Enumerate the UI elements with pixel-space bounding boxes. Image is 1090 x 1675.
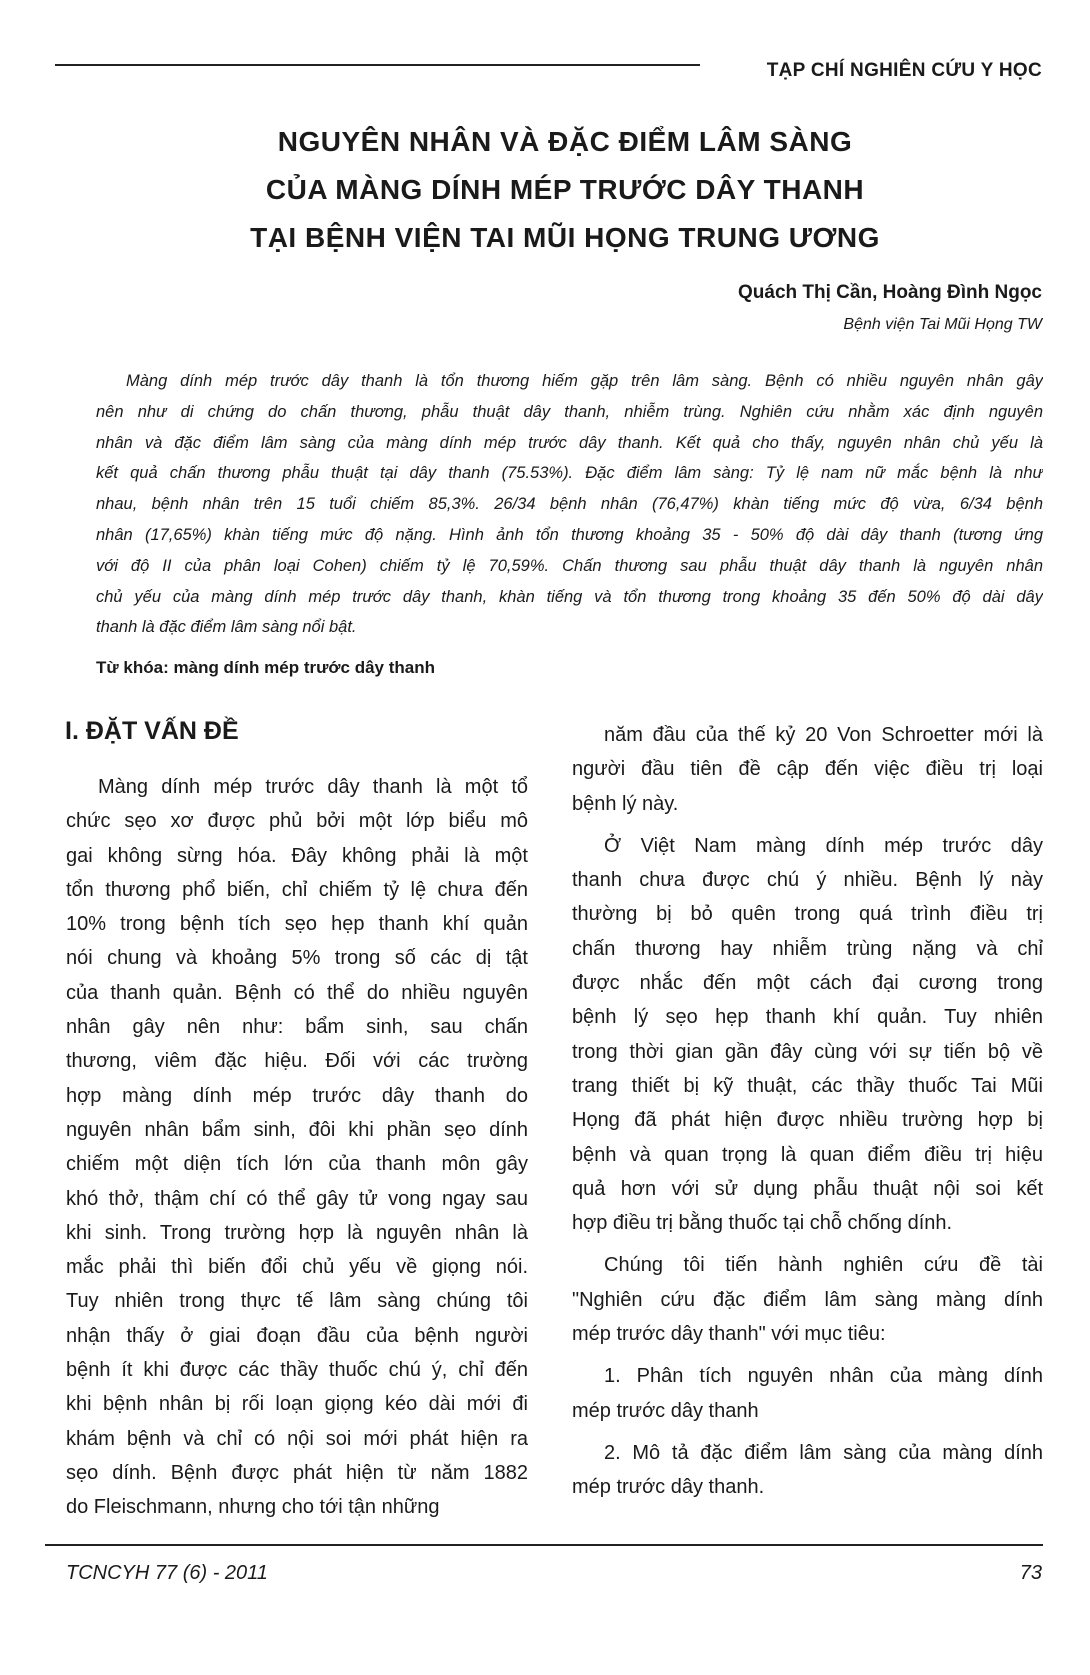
paragraph (66, 770, 528, 1525)
text-line: chiếm một diện tích lớn của thanh môn gây (66, 1153, 528, 1176)
article-title (0, 118, 1090, 262)
text-line: quả hơn với sử dụng phẫu thuật nội soi kết (572, 1177, 1043, 1200)
text-line: năm đầu của thế kỷ 20 Von Schroetter mới là (604, 724, 1043, 746)
text-line: khi bệnh nhân bị rối loạn giọng kéo dài mới đi (66, 1393, 528, 1416)
text-line: Họng đã phát hiện được nhiều trường hợp bị (572, 1109, 1043, 1132)
text-line: với độ II của phân loại Cohen) chiếm tỷ lệ 70,59%. Chấn thương sau phẫu thuật dây thanh là nguyên nhân (96, 556, 1043, 575)
text-line: sẹo dính. Bệnh được phát hiện từ năm 1882 (66, 1461, 528, 1484)
text-line: bệnh ít khi được các thầy thuốc chú ý, chỉ đến (66, 1359, 528, 1382)
text-line: bệnh lý này. (572, 792, 679, 815)
text-line: người đầu tiên đề cập đến việc điều trị loại (572, 758, 1043, 781)
text-line: thương, viêm đặc hiệu. Đối với các trường (66, 1050, 528, 1073)
paragraph (572, 718, 1043, 821)
text-line: nói chung và khoảng 5% trong số các dị tật (66, 947, 528, 970)
text-line: 2. Mô tả đặc điểm lâm sàng của màng dính (604, 1441, 1043, 1464)
text-line: thanh là đặc điểm lâm sàng nổi bật. (96, 618, 357, 637)
title-line: NGUYÊN NHÂN VÀ ĐẶC ĐIỂM LÂM SÀNG (277, 126, 853, 157)
paragraph (572, 1436, 1043, 1505)
text-line: của thanh quản. Bệnh có thể do nhiều nguyên (66, 981, 528, 1004)
text-line: chủ yếu của màng dính mép trước dây thanh, khàn tiếng và tổn thương trong khoảng 35 đến 50% độ dài dây (96, 587, 1043, 606)
text-line: nhau, bệnh nhân trên 15 tuổi chiếm 85,3%. 26/34 bệnh nhân (76,47%) khàn tiếng mức độ vừa, 6/34 bệnh (96, 495, 1043, 514)
text-line: Tuy nhiên trong thực tế lâm sàng chúng tôi (66, 1290, 528, 1313)
paragraph (572, 1248, 1043, 1351)
text-line: nên như di chứng do chấn thương, phẫu thuật dây thanh, nhiễm trùng. Nghiên cứu nhằm xác định nguyên (96, 402, 1043, 421)
text-line: khi sinh. Trong trường hợp là nguyên nhân là (66, 1221, 528, 1244)
authors: Quách Thị Cần, Hoàng Đình Ngọc (738, 282, 1042, 303)
right-column (572, 718, 1043, 1513)
abstract (96, 366, 1043, 643)
header-rule (55, 64, 700, 66)
text-line: 1. Phân tích nguyên nhân của màng dính (604, 1365, 1043, 1388)
text-line: Chúng tôi tiến hành nghiên cứu đề tài (604, 1254, 1043, 1277)
text-line: được nhắc đến một cách đại cương trong (572, 972, 1043, 995)
text-line: khó thở, thậm chí có thể gây tử vong ngay sau (66, 1187, 528, 1210)
text-line: khám bệnh và chỉ có nội soi mới phát hiện ra (66, 1427, 528, 1450)
text-line: nguyên nhân bẩm sinh, đôi khi phần sẹo dính (66, 1118, 528, 1141)
footer-citation: TCNCYH 77 (6) - 2011 (66, 1562, 268, 1584)
title-line: CỦA MÀNG DÍNH MÉP TRƯỚC DÂY THANH (265, 174, 865, 205)
text-line: thanh chưa được chú ý nhiều. Bệnh lý này (572, 869, 1043, 892)
text-line: trong thời gian gần đây cùng với sự tiến bộ về (572, 1040, 1043, 1063)
section-heading: I. ĐẶT VẤN ĐỀ (65, 717, 239, 745)
text-line: nhân (17,65%) khàn tiếng mức độ nặng. Hình ảnh tổn thương khoảng 35 - 50% độ dài dây thanh (tương ứng (96, 525, 1043, 544)
text-line: kết quả chấn thương phẫu thuật tại dây thanh (75.53%). Đặc điểm lâm sàng: Tỷ lệ nam nữ mắc bệnh là như (96, 464, 1043, 483)
affiliation: Bệnh viện Tai Mũi Họng TW (843, 316, 1042, 333)
text-line: Màng dính mép trước dây thanh là một tổ (98, 776, 528, 798)
paragraph (572, 1359, 1043, 1428)
text-line: mép trước dây thanh" với mục tiêu: (572, 1323, 886, 1346)
title-line: TẠI BỆNH VIỆN TAI MŨI HỌNG TRUNG ƯƠNG (250, 222, 880, 253)
text-line: chức sẹo xơ được phủ bởi một lớp biểu mô (66, 810, 528, 833)
text-line: "Nghiên cứu đặc điểm lâm sàng màng dính (572, 1288, 1043, 1311)
text-line: Màng dính mép trước dây thanh là tổn thương hiếm gặp trên lâm sàng. Bệnh có nhiều nguyên nhân gây (126, 372, 1043, 390)
text-line: Ở Việt Nam màng dính mép trước dây (604, 834, 1043, 857)
text-line: 10% trong bệnh tích sẹo hẹp thanh khí quản (66, 913, 528, 936)
text-line: chấn thương hay nhiễm trùng nặng và chỉ (572, 937, 1043, 960)
text-line: bệnh và quan trọng là quan điểm điều trị hiệu (572, 1143, 1043, 1166)
text-line: mắc phải thì biến đổi chủ yếu về giọng nói. (66, 1256, 528, 1279)
keywords (96, 658, 435, 678)
page-number: 73 (1019, 1562, 1042, 1584)
paragraph (572, 829, 1043, 1241)
keywords-label: Từ khóa: (96, 658, 169, 677)
text-line: thường bị bỏ quên trong quá trình điều trị (572, 903, 1043, 926)
text-line: hợp màng dính mép trước dây thanh do (66, 1084, 528, 1107)
text-line: do Fleischmann, nhưng cho tới tận những (66, 1496, 440, 1519)
text-line: nhân gây nên như: bẩm sinh, sau chấn (66, 1016, 528, 1039)
text-line: nhận thấy ở giai đoạn đầu của bệnh người (66, 1324, 528, 1347)
footer-rule (45, 1544, 1043, 1546)
text-line: trang thiết bị kỹ thuật, các thầy thuốc Tai Mũi (572, 1074, 1043, 1097)
text-line: bệnh lý sẹo hẹp thanh khí quản. Tuy nhiên (572, 1006, 1043, 1029)
journal-name: TẠP CHÍ NGHIÊN CỨU Y HỌC (766, 60, 1042, 81)
left-column (66, 770, 528, 1533)
text-line: mép trước dây thanh. (572, 1476, 765, 1499)
text-line: gai không sừng hóa. Đây không phải là một (66, 844, 528, 867)
text-line: nhân và đặc điểm lâm sàng của màng dính mép trước dây thanh. Kết quả cho thấy, nguyên nhân chủ yếu là (96, 433, 1043, 452)
text-line: hợp điều trị bằng thuốc tại chỗ chống dính. (572, 1212, 953, 1235)
text-line: tổn thương phổ biến, chỉ chiếm tỷ lệ chưa đến (66, 878, 528, 901)
keywords-value: màng dính mép trước dây thanh (173, 658, 435, 677)
text-line: mép trước dây thanh (572, 1399, 759, 1422)
